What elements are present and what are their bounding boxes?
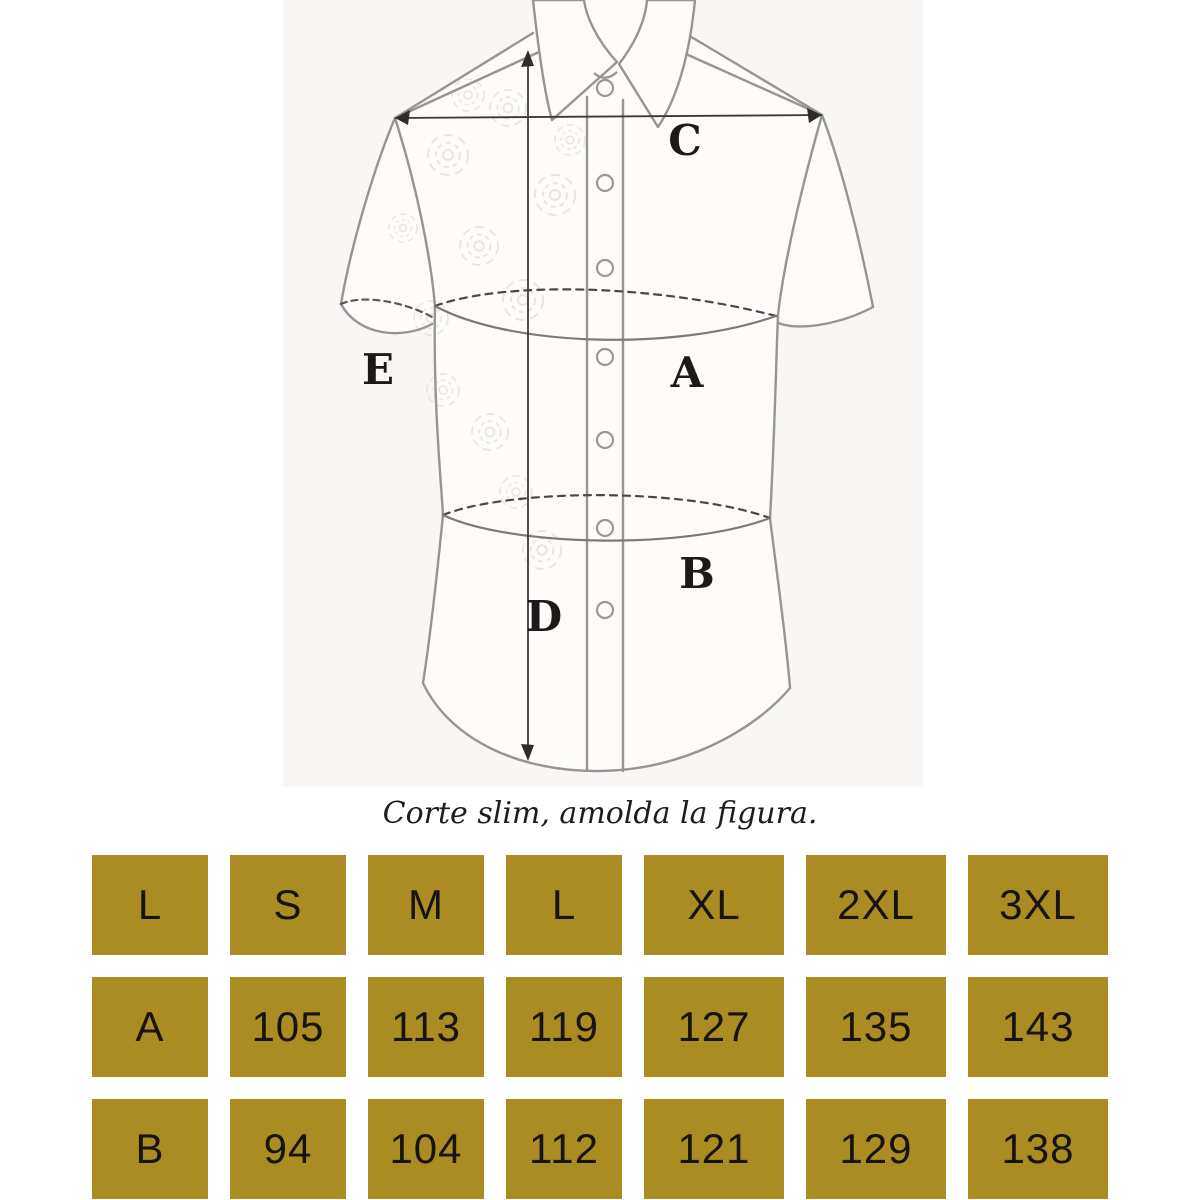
measure-a-cell: 127: [644, 977, 784, 1077]
size-header-cell: XL: [644, 855, 784, 955]
size-header-cell: 2XL: [806, 855, 946, 955]
measure-label-c: C: [668, 116, 702, 165]
measure-label-b: B: [679, 549, 715, 598]
measure-b-cell: 112: [506, 1099, 622, 1199]
measure-label-e: E: [361, 345, 395, 394]
size-table-row-b: [92, 1099, 1132, 1199]
size-table-header-row: [92, 855, 1132, 955]
row-label-cell: A: [92, 977, 208, 1077]
size-header-cell: 3XL: [968, 855, 1108, 955]
collar-button: [597, 80, 613, 96]
size-table-row-a: [92, 977, 1132, 1077]
measure-a-cell: 119: [506, 977, 622, 1077]
measure-b-cell: 104: [368, 1099, 484, 1199]
measure-a-cell: 105: [230, 977, 346, 1077]
measure-a-cell: 135: [806, 977, 946, 1077]
measure-b-cell: 94: [230, 1099, 346, 1199]
measure-b-cell: 129: [806, 1099, 946, 1199]
measure-b-cell: 121: [644, 1099, 784, 1199]
measure-label-a: A: [670, 348, 704, 397]
measure-a-cell: 143: [968, 977, 1108, 1077]
diagram-caption: Corte slim, amolda la figura.: [382, 796, 818, 831]
measure-label-d: D: [525, 592, 563, 641]
measure-a-cell: 113: [368, 977, 484, 1077]
size-header-cell: L: [506, 855, 622, 955]
size-header-cell: L: [92, 855, 208, 955]
size-header-cell: M: [368, 855, 484, 955]
size-header-cell: S: [230, 855, 346, 955]
measure-b-cell: 138: [968, 1099, 1108, 1199]
shirt-diagram: [283, 0, 923, 787]
size-table: [92, 855, 1132, 1200]
row-label-cell: B: [92, 1099, 208, 1199]
